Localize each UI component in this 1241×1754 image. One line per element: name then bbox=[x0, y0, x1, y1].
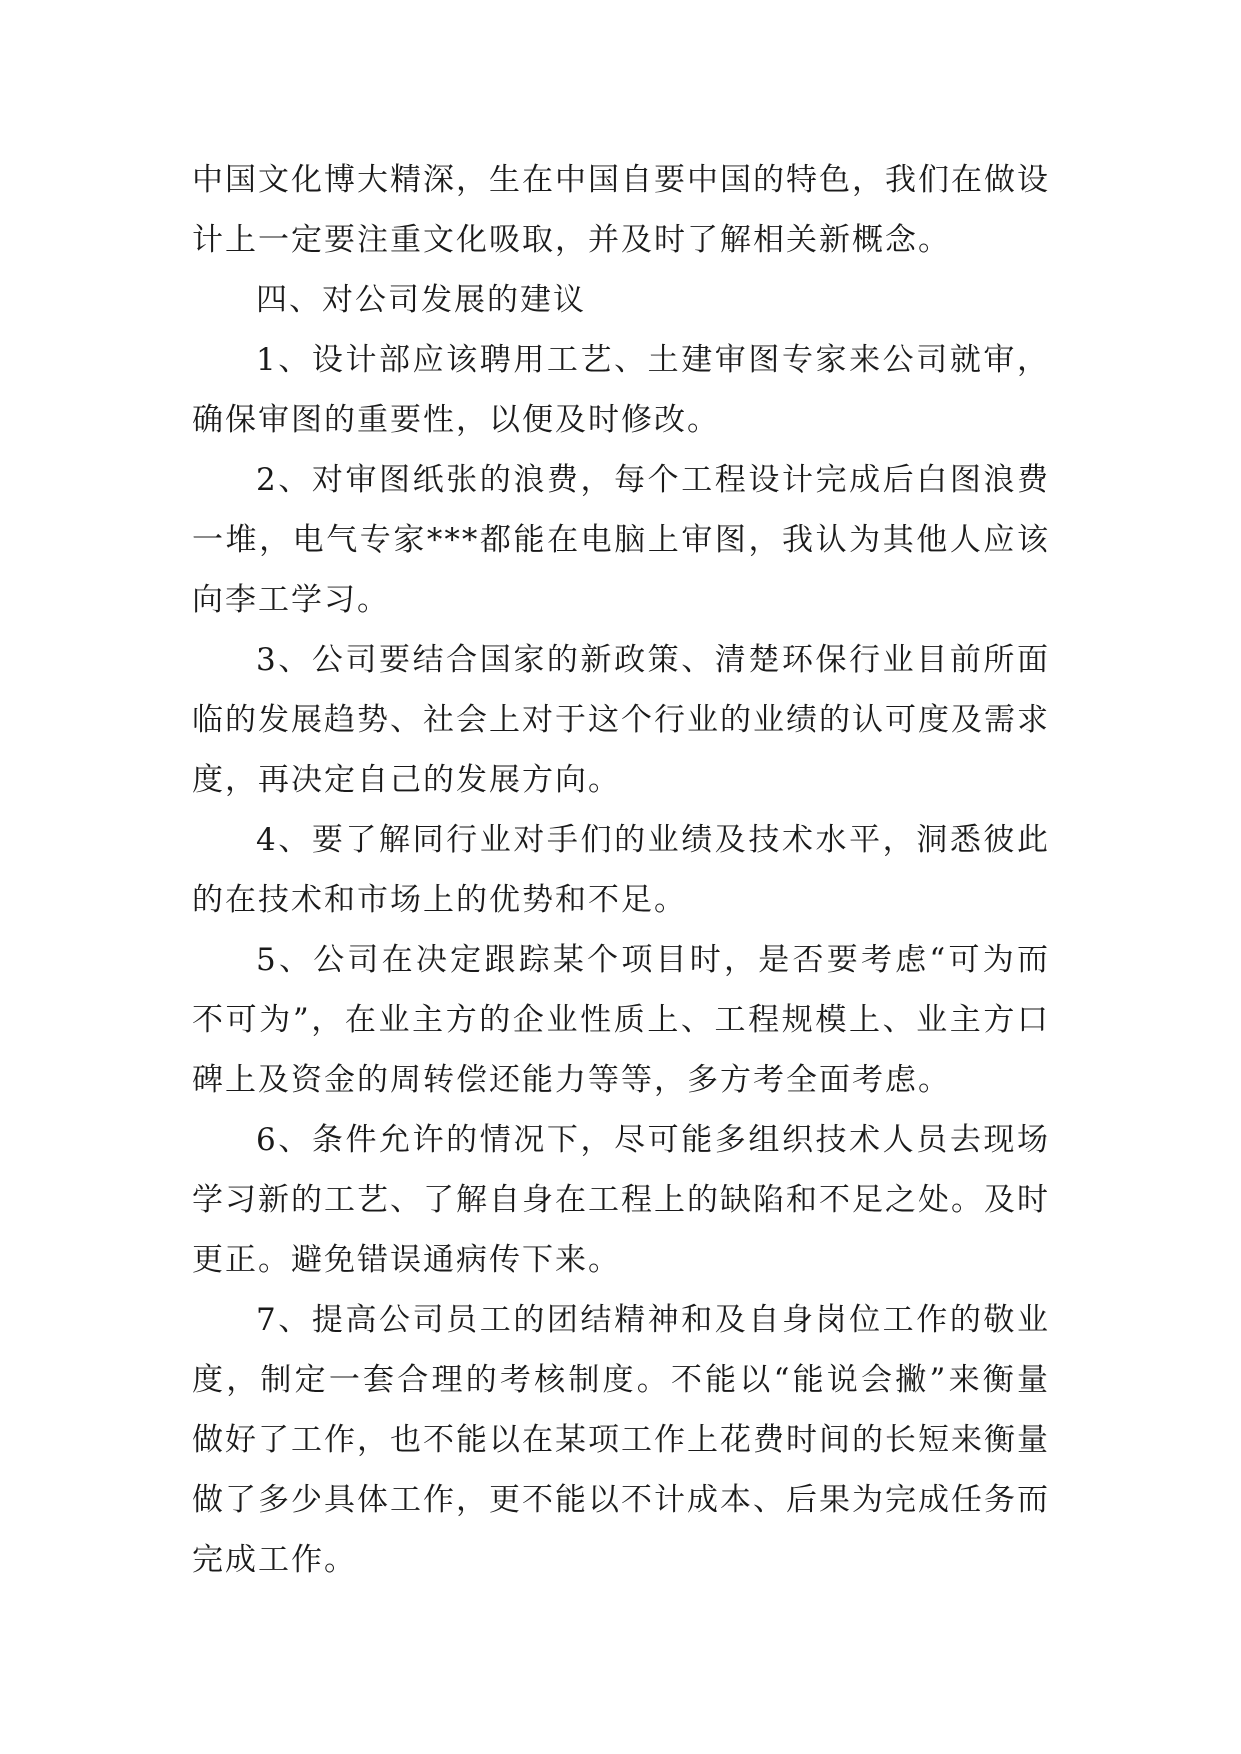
suggestion-item-5: 5、公司在决定跟踪某个项目时，是否要考虑“可为而不可为”，在业主方的企业性质上、工程规模上、业主方口碑上及资金的周转偿还能力等等，多方考全面考虑。 bbox=[192, 942, 1050, 1098]
paragraph-culture: 中国文化博大精深，生在中国自要中国的特色，我们在做设计上一定要注重文化吸取，并及时了解相关新概念。 bbox=[192, 162, 1050, 258]
document-page bbox=[192, 150, 1050, 1590]
section-heading-suggestions: 四、对公司发展的建议 bbox=[256, 282, 586, 318]
suggestion-item-3: 3、公司要结合国家的新政策、清楚环保行业目前所面临的发展趋势、社会上对于这个行业的业绩的认可度及需求度，再决定自己的发展方向。 bbox=[192, 642, 1050, 798]
suggestion-item-4: 4、要了解同行业对手们的业绩及技术水平，洞悉彼此的在技术和市场上的优势和不足。 bbox=[192, 822, 1050, 918]
suggestion-item-2: 2、对审图纸张的浪费，每个工程设计完成后白图浪费一堆，电气专家***都能在电脑上审图，我认为其他人应该向李工学习。 bbox=[192, 462, 1050, 618]
suggestion-item-7: 7、提高公司员工的团结精神和及自身岗位工作的敬业度，制定一套合理的考核制度。不能以“能说会撇”来衡量做好了工作，也不能以在某项工作上花费时间的长短来衡量做了多少具体工作，更不能以不计成本、后果为完成任务而完成工作。 bbox=[192, 1302, 1050, 1578]
suggestion-item-6: 6、条件允许的情况下，尽可能多组织技术人员去现场学习新的工艺、了解自身在工程上的缺陷和不足之处。及时更正。避免错误通病传下来。 bbox=[192, 1122, 1050, 1278]
suggestion-item-1: 1、设计部应该聘用工艺、土建审图专家来公司就审，确保审图的重要性，以便及时修改。 bbox=[192, 342, 1050, 438]
